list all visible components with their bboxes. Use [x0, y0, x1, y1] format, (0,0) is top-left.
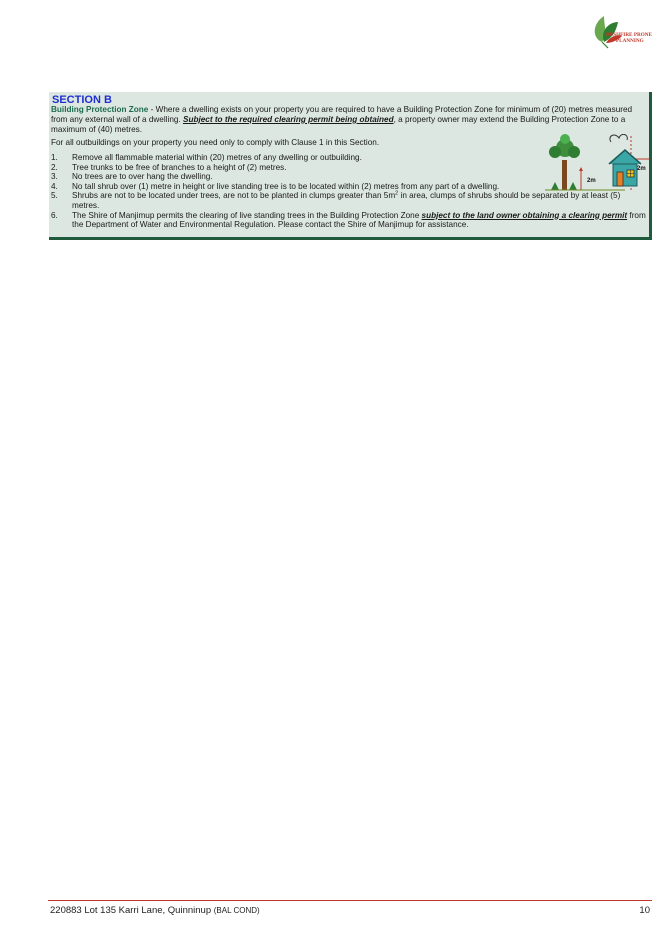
- list-item: 3. No trees are to over hang the dwelling.: [51, 172, 213, 182]
- section-b-box: [49, 92, 652, 240]
- house-icon: [605, 134, 645, 195]
- intro-paragraph: Building Protection Zone - Where a dwelling exists on your property you are required to have a Building Protection Zone for minimum of (20) metres measured from any external wall of a dwelling. Subject to the required clearing permit being obtained, a property owner may extend the Building Protection Zone to a maximum of (40) metres.: [51, 105, 633, 134]
- footer-divider: [48, 900, 652, 901]
- section-title: SECTION B: [52, 94, 112, 106]
- list-item: 2. Tree trunks to be free of branches to a height of (2) metres.: [51, 162, 287, 172]
- distance-label: 2m: [637, 166, 646, 172]
- footer-address: 220883 Lot 135 Karri Lane, Quinninup (BAL COND): [50, 905, 260, 916]
- page-number: 10: [639, 905, 650, 916]
- bushfire-prone-planning-logo: [588, 12, 652, 50]
- permit-emphasis: Subject to the required clearing permit being obtained: [182, 114, 394, 124]
- bpz-heading: Building Protection Zone: [51, 105, 149, 114]
- outbuildings-note: For all outbuildings on your property you need only to comply with Clause 1 in this Section.: [51, 138, 380, 147]
- list-item: 1. Remove all flammable material within (20) metres of any dwelling or outbuilding.: [51, 153, 362, 162]
- list-item: 4. No tall shrub over (1) metre in height or live standing tree is to be located within (2) metres from any part of a dwelling.: [51, 181, 500, 191]
- logo-text: BUSHFIRE PRONE PLANNING: [606, 32, 652, 44]
- list-item: 5. Shrubs are not to be located under trees, are not to be planted in clumps greater than $5m^2$ in area, clumps of shrubs should be separated by at least (5) metres.: [51, 190, 621, 210]
- list-item: 6. The Shire of Manjimup permits the clearing of live standing trees in the Building Protection Zone subject to the land owner obtaining a clearing permit from the Department of Water and Environmental Regulation. Please contact the Shire of Manjimup for assistance.: [51, 210, 646, 230]
- height-label: 2m: [587, 178, 596, 184]
